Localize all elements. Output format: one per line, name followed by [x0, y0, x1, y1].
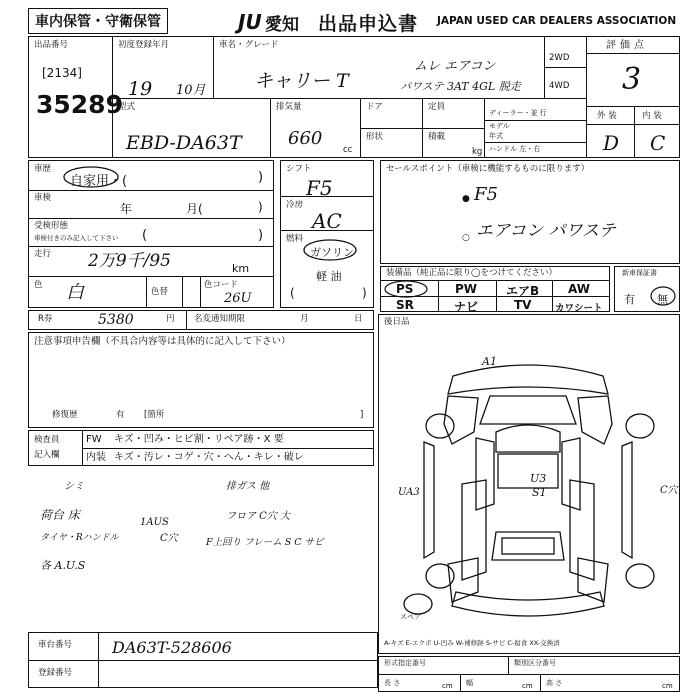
chassis-label: 車台番号 — [38, 640, 73, 650]
displacement-value: 660 — [288, 128, 323, 149]
repair-place: [箇所 — [144, 410, 165, 420]
model-code-value: EBD-DA63T — [126, 132, 242, 154]
memo-9: F上回り フレーム S C サビ — [206, 537, 324, 548]
shift-label: シフト — [286, 164, 312, 174]
interior-label: 内 装 — [642, 111, 662, 121]
color-value: 白 — [66, 282, 84, 303]
drive-4wd: 4WD — [549, 81, 570, 91]
sales-point-label: セールスポイント（車検に機能するものに限ります） — [386, 164, 590, 174]
color-replace-label: 色替 — [151, 287, 169, 297]
warranty-circle — [650, 286, 676, 306]
format-label: 形式指定番号 — [384, 659, 426, 667]
fuel-label: 燃料 — [286, 234, 304, 244]
interior-value: C — [650, 131, 666, 155]
fuel-gasoline: ガソリン — [310, 246, 354, 259]
notes-label: 注意事項申告欄（不具合内容等は具体的に記入して下さい） — [34, 336, 291, 347]
width-unit: cm — [522, 682, 533, 690]
warranty-yes: 有 — [624, 293, 635, 306]
color-code-value: 26U — [224, 291, 252, 306]
model-extra-1: ムレ エアコン — [414, 59, 496, 74]
doors-label: ドア — [366, 102, 383, 112]
first-reg-label: 初度登録年月 — [118, 40, 170, 50]
aircon-value: AC — [312, 209, 342, 233]
color-label: 色 — [34, 280, 43, 290]
drive-2wd: 2WD — [549, 53, 570, 63]
model-name: キャリー T — [254, 70, 349, 92]
lot-label: 出品番号 — [34, 40, 69, 50]
memo-1: シミ — [64, 481, 84, 492]
model-grade-label: 車名・グレード — [219, 40, 279, 50]
equip-tv: TV — [514, 298, 532, 312]
equip-airbag: エアB — [506, 284, 540, 298]
memo-8: フロア C穴 大 — [226, 511, 291, 522]
inspector-label-2: 記入欄 — [34, 450, 60, 460]
equip-pw: PW — [455, 282, 478, 296]
license-notice-month: 月 — [300, 314, 309, 324]
warranty-no: 無 — [657, 293, 668, 306]
sales-bullet-2: ○ — [462, 233, 470, 243]
equip-leather: カワシート — [555, 303, 603, 314]
equip-ps-circle — [384, 280, 428, 298]
score-value: 3 — [622, 62, 642, 97]
inspector-fw-items: キズ・凹み・ヒビ割・リペア跡・X 要 — [114, 434, 284, 445]
diagram-mark-top: A1 — [482, 355, 497, 368]
diagram-mark-right: C穴 — [660, 485, 678, 496]
receipt-label: 受検形態 — [34, 221, 69, 231]
exterior-value: D — [603, 131, 620, 155]
inspector-inner-items: キズ・汚レ・コゲ・穴・へん・キレ・破レ — [114, 452, 304, 463]
diagram-spare: スペア — [400, 613, 421, 621]
body-shape-label: 形状 — [366, 132, 384, 142]
history-value: 自家用・( — [70, 174, 128, 189]
repair-label: 修復歴 — [52, 410, 78, 420]
memo-6: C穴 — [160, 533, 178, 544]
sales-line-1: F5 — [474, 184, 498, 205]
inspector-inner-label: 内装 — [86, 452, 106, 463]
org-name: 愛知 — [265, 15, 299, 35]
lot-sub-number: [2134] — [42, 66, 82, 80]
fuel-paren: ( — [290, 286, 295, 300]
inspection-year: 年 — [120, 202, 133, 216]
receipt-paren: ( — [142, 228, 148, 243]
history-close: ) — [258, 170, 264, 185]
category-label: 類別区分番号 — [514, 659, 556, 667]
load-unit: kg — [472, 147, 483, 157]
score-label: 評価点 — [606, 40, 648, 51]
shift-value: F5 — [306, 176, 333, 200]
recycle-unit: 円 — [166, 314, 175, 324]
lot-number: 35289 — [36, 90, 123, 119]
license-notice-label: 名変通知期限 — [194, 314, 246, 324]
equipment-label: 装備品（純正品に限り◯をつけてください） — [386, 268, 558, 278]
registration-label: 登録番号 — [38, 668, 73, 678]
diagram-legend: A-キズ E-エクボ U-凹み W-補修跡 S-サビ C-腐食 XX-交換済 — [384, 639, 560, 647]
license-notice-day: 日 — [354, 314, 363, 324]
equip-sr: SR — [396, 298, 414, 312]
aircon-label: 冷房 — [286, 200, 304, 210]
diagram-mark-left: UA3 — [398, 487, 420, 498]
model-extra-2: パワステ 3AT 4GL 脱走 — [400, 80, 521, 93]
exterior-label: 外 装 — [597, 111, 617, 121]
fuel-diesel: 軽 油 — [316, 270, 342, 283]
receipt-close: ) — [258, 228, 264, 243]
length-label: 長 さ — [384, 679, 401, 687]
repair-has: 有 — [116, 410, 125, 420]
first-reg-year: 19 — [128, 78, 153, 100]
model-code-label: 型式 — [118, 102, 136, 112]
history-circle — [62, 165, 120, 189]
fuel-close: ) — [362, 286, 367, 300]
memo-4: 各 A.U.S — [40, 559, 86, 572]
inspection-month: 月( — [186, 202, 203, 216]
rear-seat-label: 後日品 — [384, 317, 410, 327]
dealer-year: 年式 — [489, 132, 503, 140]
equip-navi: ナビ — [454, 300, 479, 314]
dealer-handle: ハンドル 左・右 — [489, 145, 541, 153]
ju-logo: JU — [238, 10, 262, 34]
storage-tag: 車内保管・守衛保管 — [28, 8, 168, 34]
recycle-value: 5380 — [98, 312, 134, 328]
memo-2: 荷台 床 — [40, 508, 80, 522]
equip-aw: AW — [568, 282, 590, 296]
inspection-close: ) — [258, 200, 263, 214]
repair-close: ] — [360, 410, 364, 420]
equip-ps: PS — [396, 282, 414, 296]
height-unit: cm — [662, 682, 673, 690]
memo-7: 排ガス 他 — [226, 481, 270, 492]
inspector-label-1: 検査員 — [34, 435, 60, 445]
form-title: 出品申込書 — [318, 13, 419, 35]
length-unit: cm — [442, 682, 453, 690]
diagram-mark-center1: U3 — [530, 472, 547, 485]
inspector-fw-label: FW — [86, 434, 102, 445]
recycle-label: R券 — [38, 314, 53, 324]
mileage-label: 走行 — [34, 249, 52, 259]
receipt-note: 車検付きのみ記入して下さい — [34, 234, 119, 242]
capacity-label: 定員 — [428, 102, 446, 112]
dealer-parallel: ディーラー・並 行 — [489, 109, 547, 117]
car-diagram — [378, 314, 680, 654]
history-label: 車歴 — [34, 164, 52, 174]
width-label: 幅 — [466, 679, 473, 687]
height-label: 高 さ — [546, 679, 563, 687]
sales-line-2: エアコン パワステ — [476, 221, 616, 241]
mileage-unit: km — [232, 262, 250, 275]
sales-bullet-1: ● — [462, 194, 470, 204]
memo-3: タイヤ・Rハンドル — [40, 533, 119, 543]
inspection-label: 車検 — [34, 193, 52, 203]
warranty-label: 新車保証書 — [622, 269, 657, 277]
memo-5: 1AUS — [140, 517, 169, 528]
displacement-unit: cc — [343, 145, 353, 155]
dealer-model: モデル — [489, 122, 510, 130]
org-english: JAPAN USED CAR DEALERS ASSOCIATION — [437, 15, 677, 27]
displacement-label: 排気量 — [276, 102, 302, 112]
diagram-mark-center2: S1 — [532, 486, 547, 499]
chassis-value: DA63T-528606 — [112, 638, 232, 657]
color-code-label: 色コード — [204, 280, 239, 290]
sales-point-box — [380, 160, 680, 264]
load-label: 積載 — [428, 132, 446, 142]
first-reg-month: 10月 — [176, 83, 206, 98]
mileage-value: 2万9千/95 — [88, 251, 171, 271]
